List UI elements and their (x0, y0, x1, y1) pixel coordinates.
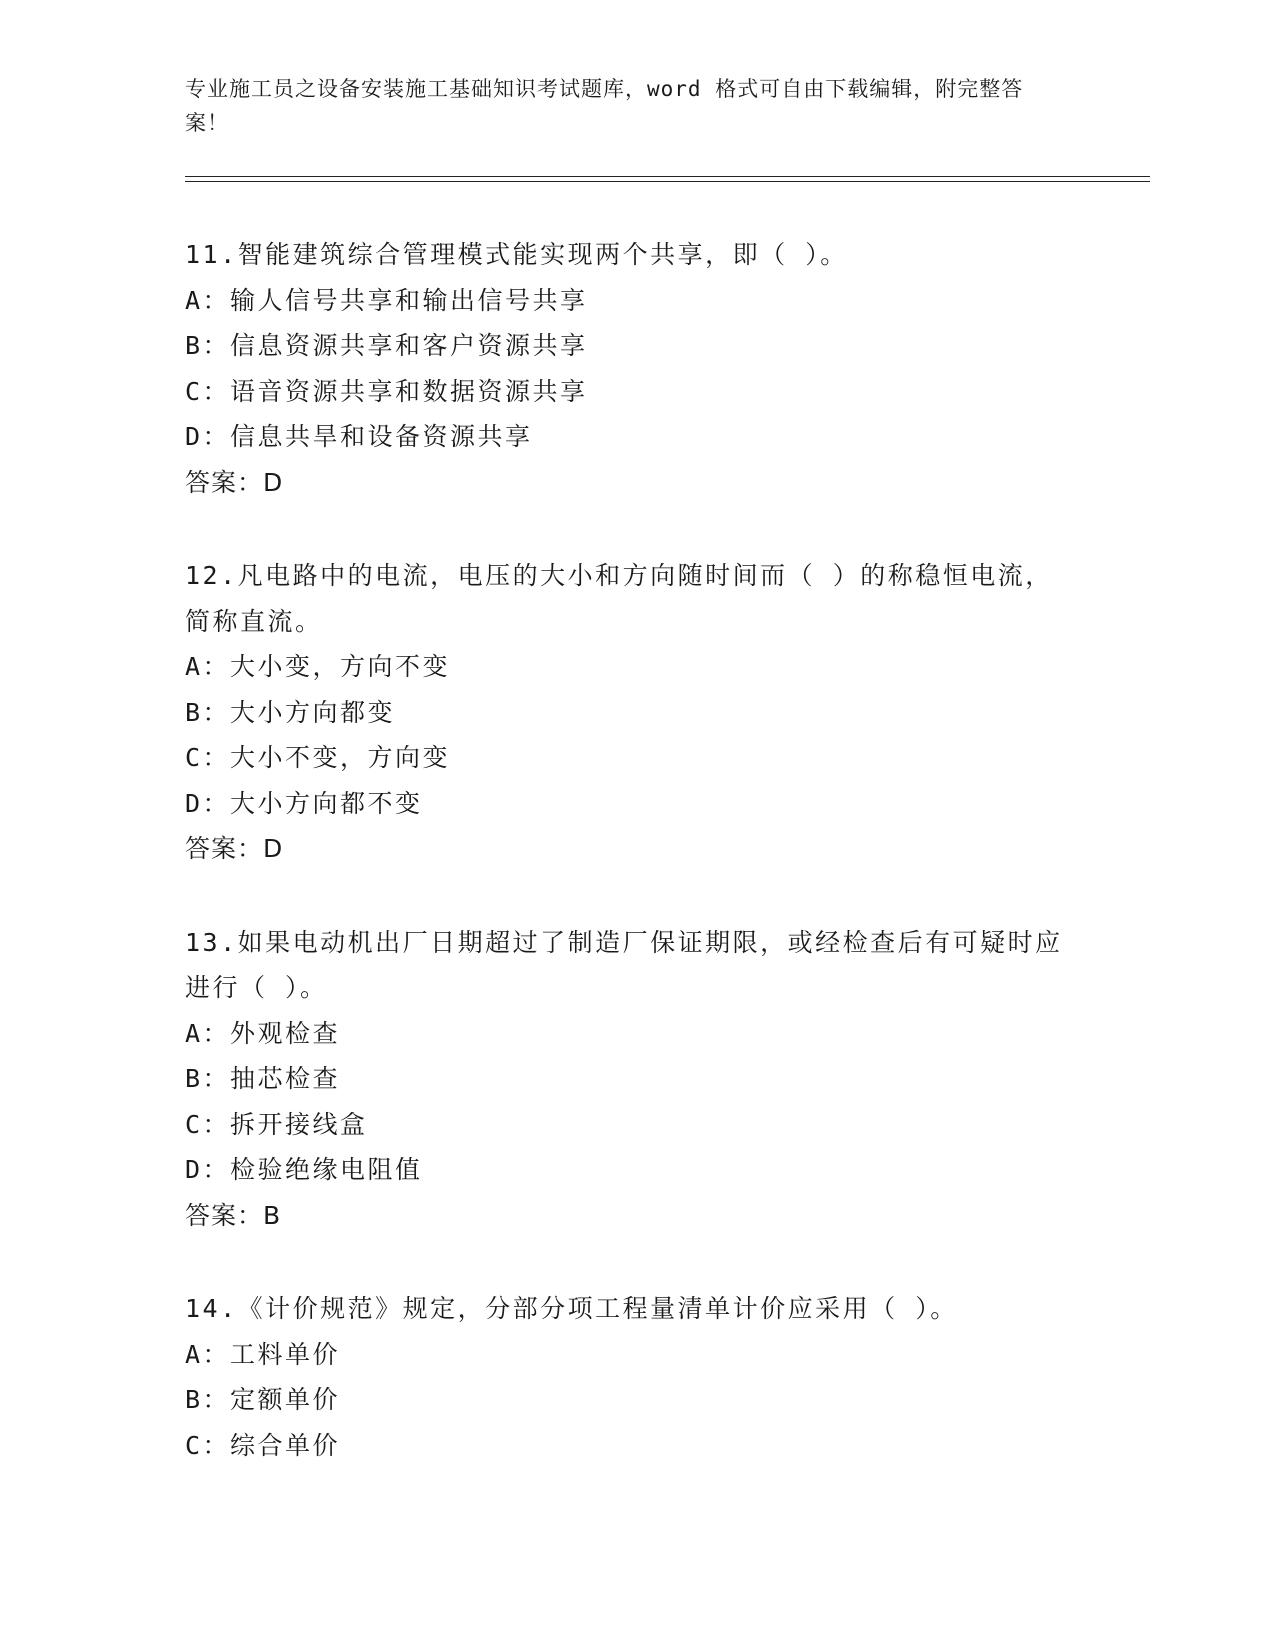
answer-line: 答案：D (185, 834, 284, 863)
option-d: D：检验绝缘电阻值 (185, 1155, 423, 1184)
question-stem: 14.《计价规范》规定，分部分项工程量清单计价应采用（ ）。 (185, 1294, 958, 1323)
option-c: C：综合单价 (185, 1430, 341, 1460)
option-a: A：大小变，方向不变 (185, 652, 451, 681)
question-stem: 12.凡电路中的电流，电压的大小和方向随时间而（ ）的称稳恒电流，简称直流。 (185, 561, 1053, 636)
header-divider-bottom (185, 181, 1150, 182)
option-a: A：工料单价 (185, 1339, 341, 1369)
answer-line: 答案：D (185, 467, 284, 497)
question-list (185, 232, 1085, 1516)
option-d: D：大小方向都不变 (185, 788, 423, 818)
document-header: 专业施工员之设备安装施工基础知识考试题库，word 格式可自由下载编辑，附完整答案！ (185, 77, 1024, 135)
option-d: D：信息共旱和设备资源共享 (185, 422, 533, 451)
option-b: B：定额单价 (185, 1385, 341, 1414)
header-divider-top (185, 176, 1150, 177)
option-c: C：语音资源共享和数据资源共享 (185, 376, 588, 406)
answer-line: 答案：B (185, 1200, 282, 1230)
option-a: A：外观检查 (185, 1018, 341, 1048)
option-b: B：信息资源共享和客户资源共享 (185, 331, 588, 360)
option-c: C：大小不变，方向变 (185, 743, 451, 772)
question-11 (185, 232, 1085, 505)
question-stem: 11.智能建筑综合管理模式能实现两个共享，即（ ）。 (185, 240, 848, 269)
option-b: B：抽芯检查 (185, 1064, 341, 1093)
option-a: A：输人信号共享和输出信号共享 (185, 285, 588, 315)
question-stem: 13.如果电动机出厂日期超过了制造厂保证期限，或经检查后有可疑时应进行（ ）。 (185, 927, 1063, 1002)
question-14 (185, 1286, 1085, 1468)
option-c: C：拆开接线盒 (185, 1109, 368, 1139)
question-13 (185, 920, 1085, 1239)
option-b: B：大小方向都变 (185, 697, 396, 727)
question-12 (185, 553, 1085, 872)
